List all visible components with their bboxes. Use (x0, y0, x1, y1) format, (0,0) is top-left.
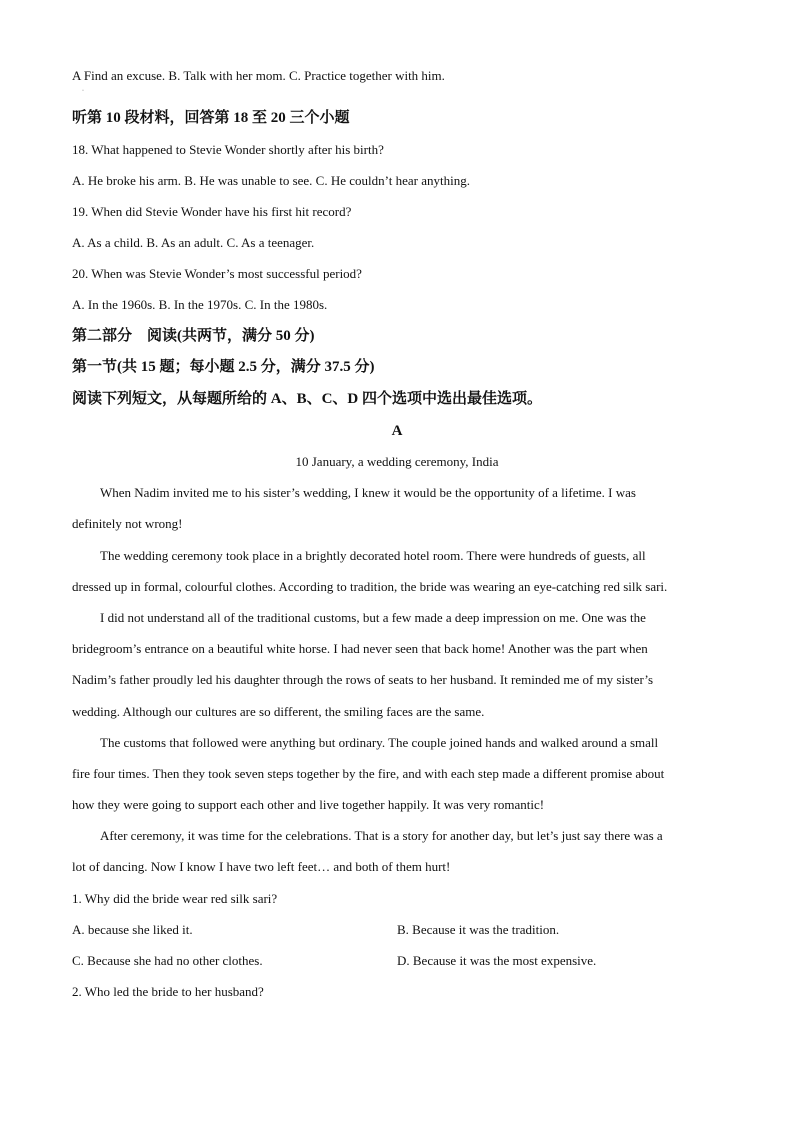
passage-line: lot of dancing. Now I know I have two left feet… and both of them hurt! (72, 859, 451, 874)
passage-line: Nadim’s father proudly led his daughter through the rows of seats to her husband. It reminded me of my sister’s (72, 672, 654, 687)
passage-subtitle: 10 January, a wedding ceremony, India (295, 454, 499, 469)
passage-line: dressed up in formal, colourful clothes. According to tradition, the bride was wearing an eye-catching red silk sari. (72, 579, 668, 594)
q2-stem: 2. Who led the bride to her husband? (72, 984, 264, 999)
passage-line: After ceremony, it was time for the celebrations. That is a story for another day, but let’s just say there was a (100, 828, 663, 843)
q20-options: A. In the 1960s. B. In the 1970s. C. In the 1980s. (72, 297, 328, 312)
q1-stem: 1. Why did the bride wear red silk sari? (72, 891, 278, 906)
q1-option-b: B. Because it was the tradition. (397, 922, 560, 937)
q19-stem: 19. When did Stevie Wonder have his first hit record? (72, 204, 352, 219)
section10-heading: 听第 10 段材料，回答第 18 至 20 三个小题 (72, 110, 350, 126)
q18-stem: 18. What happened to Stevie Wonder shortly after his birth? (72, 142, 384, 157)
instructions: 阅读下列短文，从每题所给的 A、B、C、D 四个选项中选出最佳选项。 (72, 391, 543, 407)
q17-options: A Find an excuse. B. Talk with her mom. C. Practice together with him. (72, 68, 445, 83)
q1-option-c: C. Because she had no other clothes. (72, 953, 263, 968)
q1-option-a: A. because she liked it. (72, 922, 193, 937)
passage-line: The wedding ceremony took place in a brightly decorated hotel room. There were hundreds of guests, all (100, 548, 646, 563)
passage-line: how they were going to support each other and live together happily. It was very romantic! (72, 797, 545, 812)
q18-options: A. He broke his arm. B. He was unable to see. C. He couldn’t hear anything. (72, 173, 470, 188)
passage-line: bridegroom’s entrance on a beautiful white horse. I had never seen that back home! Another was the part when (72, 641, 648, 656)
passage-line: I did not understand all of the traditional customs, but a few made a deep impression on me. One was the (100, 610, 646, 625)
passage-line: When Nadim invited me to his sister’s wedding, I knew it would be the opportunity of a lifetime. I was (100, 485, 636, 500)
q19-options: A. As a child. B. As an adult. C. As a teenager. (72, 235, 315, 250)
passage-line: fire four times. Then they took seven steps together by the fire, and with each step made a different promise about (72, 766, 665, 781)
passage-line: The customs that followed were anything but ordinary. The couple joined hands and walked around a small (100, 735, 659, 750)
part2-heading: 第二部分 阅读(共两节，满分 50 分) (72, 328, 315, 344)
bullet-dot: · (82, 88, 84, 94)
q1-option-d: D. Because it was the most expensive. (397, 953, 597, 968)
passage-letter: A (391, 423, 403, 439)
passage-line: wedding. Although our cultures are so different, the smiling faces are the same. (72, 704, 485, 719)
section1-heading: 第一节(共 15 题；每小题 2.5 分，满分 37.5 分) (72, 359, 375, 375)
q20-stem: 20. When was Stevie Wonder’s most successful period? (72, 266, 362, 281)
passage-line: definitely not wrong! (72, 516, 183, 531)
